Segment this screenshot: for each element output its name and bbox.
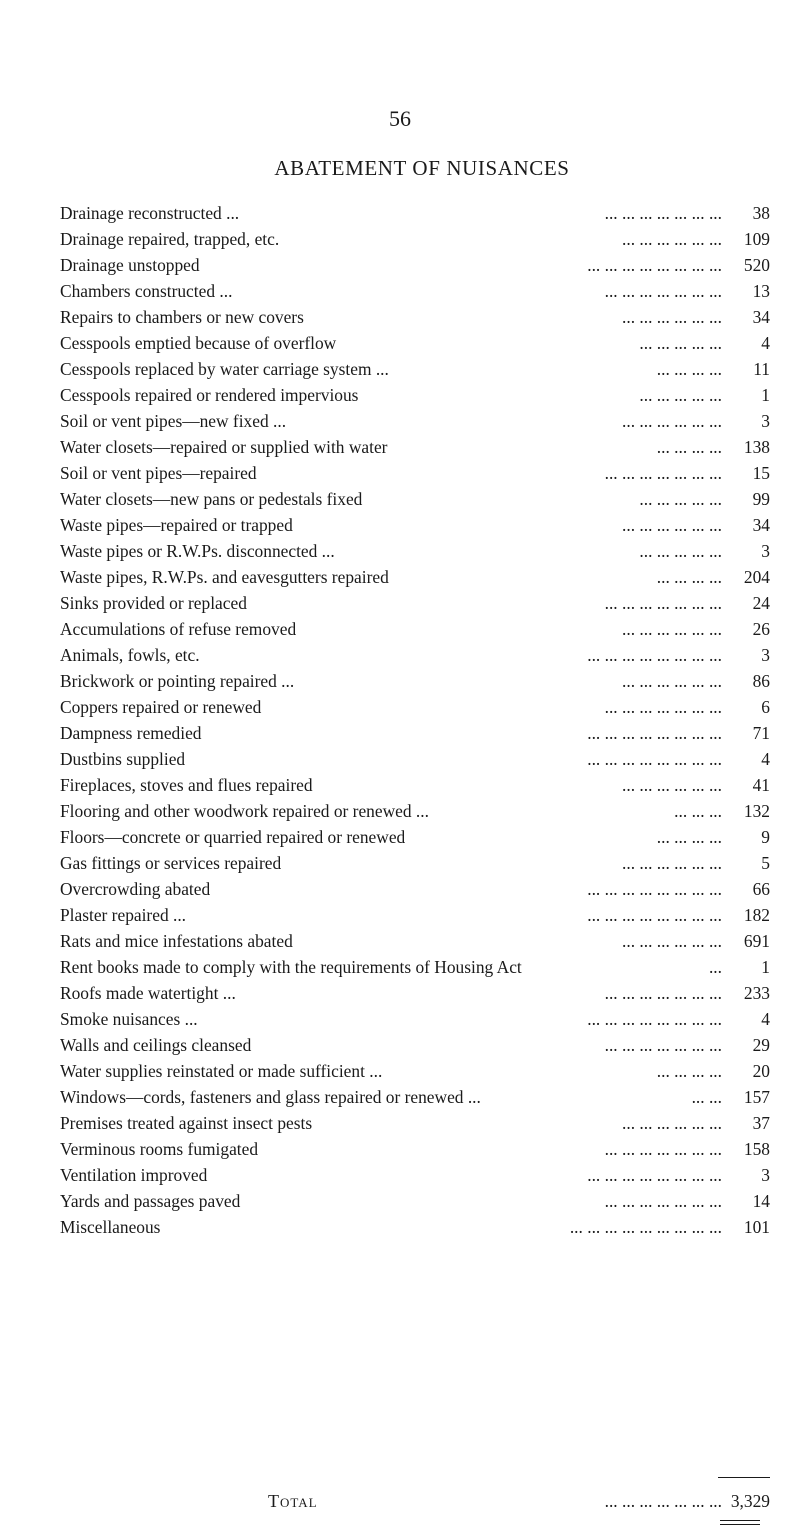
item-label: Smoke nuisances ... <box>60 1009 198 1029</box>
leader-dots: ... ... ... ... ... <box>639 333 722 353</box>
list-item <box>60 1110 770 1136</box>
item-label: Dampness remedied <box>60 723 202 743</box>
list-item <box>60 460 770 486</box>
leader-dots: ... ... ... ... <box>656 437 722 457</box>
total-value: 3,329 <box>730 1491 770 1511</box>
leader-dots: ... ... ... ... ... <box>639 541 722 561</box>
list-item <box>60 980 770 1006</box>
list-item <box>60 824 770 850</box>
leader-dots: ... ... ... ... ... ... ... <box>604 281 722 301</box>
item-label: Floors—concrete or quarried repaired or renewed <box>60 827 406 847</box>
list-item <box>60 304 770 330</box>
item-label: Cesspools emptied because of overflow <box>60 333 337 353</box>
item-label: Drainage repaired, trapped, etc. <box>60 229 280 249</box>
list-item <box>60 1136 770 1162</box>
item-count: 1 <box>761 957 770 977</box>
list-item <box>60 850 770 876</box>
leader-dots: ... ... ... ... ... ... ... ... <box>587 1165 722 1185</box>
leader-dots: ... ... ... ... ... ... <box>622 671 722 691</box>
item-count: 5 <box>761 853 770 873</box>
item-label: Sinks provided or replaced <box>60 593 247 613</box>
leader-dots: ... ... ... ... ... ... <box>622 931 722 951</box>
item-count: 71 <box>752 723 770 743</box>
list-item <box>60 486 770 512</box>
leader-dots: ... ... ... ... ... ... <box>622 853 722 873</box>
item-label: Soil or vent pipes—new fixed ... <box>60 411 287 431</box>
item-count: 204 <box>743 567 770 587</box>
item-label: Rats and mice infestations abated <box>60 931 293 951</box>
item-count: 37 <box>752 1113 770 1133</box>
list-item <box>60 1032 770 1058</box>
item-count: 34 <box>752 307 770 327</box>
list-item <box>60 1162 770 1188</box>
list-item <box>60 902 770 928</box>
list-item <box>60 616 770 642</box>
item-count: 38 <box>752 203 770 223</box>
total-row <box>60 1488 770 1514</box>
leader-dots: ... ... ... ... ... <box>639 385 722 405</box>
item-count: 20 <box>752 1061 770 1081</box>
item-label: Coppers repaired or renewed <box>60 697 262 717</box>
leader-dots: ... ... ... ... ... ... ... <box>604 593 722 613</box>
item-count: 138 <box>743 437 770 457</box>
item-label: Windows—cords, fasteners and glass repaired or renewed ... <box>60 1087 481 1107</box>
list-item <box>60 278 770 304</box>
item-count: 1 <box>761 385 770 405</box>
leader-dots: ... ... ... ... ... ... <box>622 1113 722 1133</box>
leader-dots: ... ... ... ... ... <box>639 489 722 509</box>
item-label: Brickwork or pointing repaired ... <box>60 671 295 691</box>
item-count: 6 <box>761 697 770 717</box>
list-item <box>60 590 770 616</box>
item-count: 99 <box>752 489 770 509</box>
list-item <box>60 928 770 954</box>
leader-dots: ... ... ... ... ... ... ... ... ... <box>569 1217 722 1237</box>
leader-dots: ... ... ... ... <box>656 567 722 587</box>
leader-dots: ... ... ... ... ... ... ... ... <box>587 1009 722 1029</box>
list-item <box>60 1006 770 1032</box>
leader-dots: ... ... ... ... ... ... ... <box>604 463 722 483</box>
item-count: 4 <box>761 333 770 353</box>
list-item <box>60 408 770 434</box>
list-item <box>60 1058 770 1084</box>
item-count: 13 <box>752 281 770 301</box>
item-count: 691 <box>743 931 770 951</box>
item-label: Chambers constructed ... <box>60 281 233 301</box>
item-label: Water closets—repaired or supplied with water <box>60 437 388 457</box>
item-count: 3 <box>761 645 770 665</box>
item-count: 41 <box>752 775 770 795</box>
list-item <box>60 1084 770 1110</box>
item-label: Premises treated against insect pests <box>60 1113 313 1133</box>
item-count: 4 <box>761 1009 770 1029</box>
leader-dots: ... ... ... ... ... ... ... ... <box>587 749 722 769</box>
list-item <box>60 382 770 408</box>
item-label: Rent books made to comply with the requirements of Housing Act <box>60 957 522 977</box>
item-count: 101 <box>743 1217 770 1237</box>
list-item <box>60 772 770 798</box>
item-count: 3 <box>761 411 770 431</box>
item-label: Dustbins supplied <box>60 749 186 769</box>
item-count: 109 <box>743 229 770 249</box>
item-label: Walls and ceilings cleansed <box>60 1035 252 1055</box>
item-label: Repairs to chambers or new covers <box>60 307 304 327</box>
item-count: 26 <box>752 619 770 639</box>
item-count: 520 <box>743 255 770 275</box>
item-label: Gas fittings or services repaired <box>60 853 282 873</box>
total-rule <box>718 1477 770 1478</box>
leader-dots: ... ... ... ... ... ... ... <box>604 1191 722 1211</box>
item-count: 66 <box>752 879 770 899</box>
list-item <box>60 330 770 356</box>
item-count: 132 <box>743 801 770 821</box>
list-item <box>60 512 770 538</box>
list-item <box>60 564 770 590</box>
leader-dots: ... ... ... ... ... ... <box>622 515 722 535</box>
item-label: Cesspools repaired or rendered impervious <box>60 385 359 405</box>
list-item <box>60 252 770 278</box>
item-count: 4 <box>761 749 770 769</box>
total-leader-dots: ... ... ... ... ... ... ... <box>604 1491 722 1511</box>
item-label: Waste pipes, R.W.Ps. and eavesgutters repaired <box>60 567 389 587</box>
leader-dots: ... <box>708 957 722 977</box>
item-label: Ventilation improved <box>60 1165 208 1185</box>
leader-dots: ... ... ... ... ... ... <box>622 775 722 795</box>
item-label: Water closets—new pans or pedestals fixed <box>60 489 363 509</box>
list-item <box>60 798 770 824</box>
list-item <box>60 642 770 668</box>
leader-dots: ... ... <box>691 1087 722 1107</box>
list-item <box>60 876 770 902</box>
item-count: 182 <box>743 905 770 925</box>
list-item <box>60 538 770 564</box>
leader-dots: ... ... ... ... ... ... <box>622 229 722 249</box>
list-item <box>60 226 770 252</box>
leader-dots: ... ... ... ... ... ... ... ... <box>587 255 722 275</box>
item-label: Water supplies reinstated or made sufficient ... <box>60 1061 383 1081</box>
total-label: Total <box>268 1491 318 1511</box>
leader-dots: ... ... ... ... ... ... ... ... <box>587 905 722 925</box>
leader-dots: ... ... ... ... ... ... ... <box>604 983 722 1003</box>
list-item <box>60 668 770 694</box>
item-label: Yards and passages paved <box>60 1191 241 1211</box>
leader-dots: ... ... ... ... ... ... <box>622 411 722 431</box>
list-item <box>60 720 770 746</box>
leader-dots: ... ... ... ... ... ... ... ... <box>587 723 722 743</box>
item-count: 3 <box>761 541 770 561</box>
item-label: Plaster repaired ... <box>60 905 187 925</box>
item-label: Verminous rooms fumigated <box>60 1139 259 1159</box>
item-label: Animals, fowls, etc. <box>60 645 200 665</box>
item-count: 34 <box>752 515 770 535</box>
leader-dots: ... ... ... ... ... ... <box>622 619 722 639</box>
list-item <box>60 356 770 382</box>
item-label: Overcrowding abated <box>60 879 211 899</box>
item-count: 14 <box>752 1191 770 1211</box>
item-label: Waste pipes—repaired or trapped <box>60 515 293 535</box>
item-label: Drainage unstopped <box>60 255 200 275</box>
nuisance-list <box>60 200 770 1240</box>
list-item <box>60 694 770 720</box>
item-count: 233 <box>743 983 770 1003</box>
list-item <box>60 200 770 226</box>
leader-dots: ... ... ... <box>674 801 722 821</box>
item-label: Cesspools replaced by water carriage system ... <box>60 359 389 379</box>
page-number: 56 <box>389 106 411 131</box>
item-label: Fireplaces, stoves and flues repaired <box>60 775 313 795</box>
item-count: 158 <box>743 1139 770 1159</box>
leader-dots: ... ... ... ... ... ... ... <box>604 1139 722 1159</box>
total-double-rule <box>720 1520 760 1525</box>
leader-dots: ... ... ... ... <box>656 827 722 847</box>
page-title: ABATEMENT OF NUISANCES <box>274 156 570 180</box>
list-item <box>60 1214 770 1240</box>
leader-dots: ... ... ... ... <box>656 359 722 379</box>
item-count: 157 <box>743 1087 770 1107</box>
item-count: 11 <box>753 359 770 379</box>
item-label: Drainage reconstructed ... <box>60 203 240 223</box>
item-label: Waste pipes or R.W.Ps. disconnected ... <box>60 541 335 561</box>
item-count: 15 <box>752 463 770 483</box>
item-count: 29 <box>752 1035 770 1055</box>
item-count: 24 <box>752 593 770 613</box>
item-label: Miscellaneous <box>60 1217 161 1237</box>
leader-dots: ... ... ... ... ... ... ... <box>604 1035 722 1055</box>
item-count: 9 <box>761 827 770 847</box>
leader-dots: ... ... ... ... ... ... ... <box>604 203 722 223</box>
leader-dots: ... ... ... ... ... ... ... ... <box>587 645 722 665</box>
item-label: Accumulations of refuse removed <box>60 619 297 639</box>
leader-dots: ... ... ... ... <box>656 1061 722 1081</box>
item-label: Roofs made watertight ... <box>60 983 236 1003</box>
leader-dots: ... ... ... ... ... ... ... ... <box>587 879 722 899</box>
list-item <box>60 954 770 980</box>
item-count: 86 <box>752 671 770 691</box>
list-item <box>60 746 770 772</box>
leader-dots: ... ... ... ... ... ... ... <box>604 697 722 717</box>
item-label: Soil or vent pipes—repaired <box>60 463 257 483</box>
item-label: Flooring and other woodwork repaired or renewed ... <box>60 801 429 821</box>
leader-dots: ... ... ... ... ... ... <box>622 307 722 327</box>
list-item <box>60 434 770 460</box>
list-item <box>60 1188 770 1214</box>
item-count: 3 <box>761 1165 770 1185</box>
